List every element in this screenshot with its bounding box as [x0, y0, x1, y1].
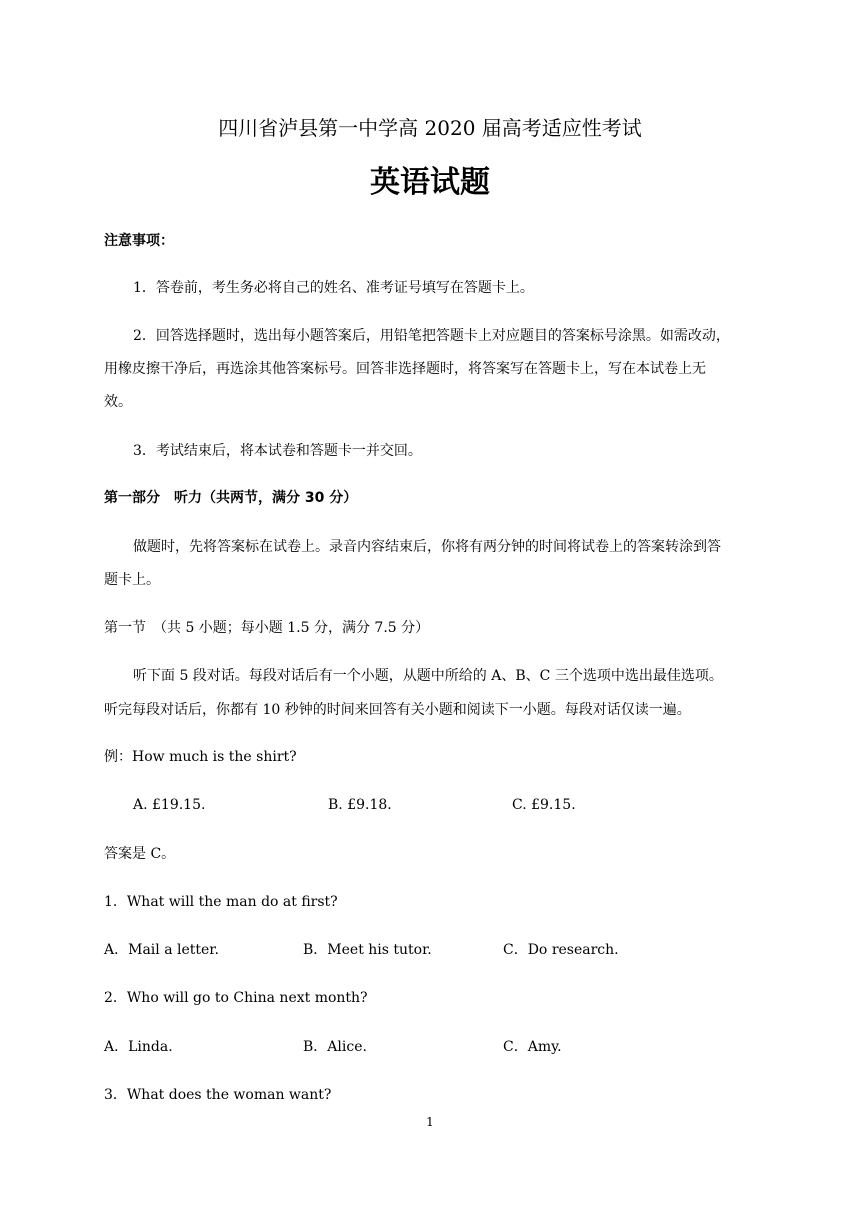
- school-title: 四川省泸县第一中学高 2020 届高考适应性考试: [218, 116, 642, 140]
- part1-intro-line-1: 做题时，先将答案标在试卷上。录音内容结束后，你将有两分钟的时间将试卷上的答案转涂到答: [133, 539, 721, 555]
- example-answer: 答案是 C。: [104, 846, 176, 862]
- part1-intro-line-2: 题卡上。: [104, 572, 160, 588]
- notice-item-2-line-3: 效。: [104, 394, 132, 410]
- example-option-b: B. £9.18.: [328, 797, 392, 813]
- notice-item-2-line-1: 2．回答选择题时，选出每小题答案后，用铅笔把答题卡上对应题目的答案标号涂黑。如需改动，: [133, 328, 730, 344]
- notice-heading: 注意事项：: [104, 233, 174, 249]
- section1-heading: 第一节 （共 5 小题；每小题 1.5 分，满分 7.5 分）: [104, 620, 430, 636]
- question-2-option-c: C．Amy.: [503, 1039, 562, 1055]
- question-1: 1．What will the man do at first?: [104, 894, 338, 910]
- question-1-option-b: B．Meet his tutor.: [303, 942, 432, 958]
- notice-item-3: 3．考试结束后，将本试卷和答题卡一并交回。: [133, 443, 422, 459]
- notice-item-2-line-2: 用橡皮擦干净后，再选涂其他答案标号。回答非选择题时，将答案写在答题卡上，写在本试卷上无: [104, 361, 706, 377]
- question-1-option-a: A．Mail a letter.: [104, 942, 219, 958]
- section1-instructions-line-2: 听完每段对话后，你都有 10 秒钟的时间来回答有关小题和阅读下一小题。每段对话仅读一遍。: [104, 702, 691, 718]
- example-question: 例：How much is the shirt?: [104, 749, 297, 765]
- section1-instructions-line-1: 听下面 5 段对话。每段对话后有一个小题，从题中所给的 A、B、C 三个选项中选出最佳选项。: [133, 668, 723, 684]
- example-option-a: A. £19.15.: [133, 797, 206, 813]
- question-2: 2．Who will go to China next month?: [104, 990, 368, 1006]
- question-3: 3．What does the woman want?: [104, 1087, 332, 1103]
- part1-heading: 第一部分 听力（共两节，满分 30 分）: [104, 490, 358, 506]
- question-2-option-a: A．Linda.: [104, 1039, 173, 1055]
- example-option-c: C. £9.15.: [512, 797, 576, 813]
- notice-item-1: 1．答卷前，考生务必将自己的姓名、准考证号填写在答题卡上。: [133, 280, 534, 296]
- page-number: 1: [426, 1115, 434, 1129]
- subject-title: 英语试题: [370, 165, 490, 200]
- question-2-option-b: B．Alice.: [303, 1039, 367, 1055]
- question-1-option-c: C．Do research.: [503, 942, 619, 958]
